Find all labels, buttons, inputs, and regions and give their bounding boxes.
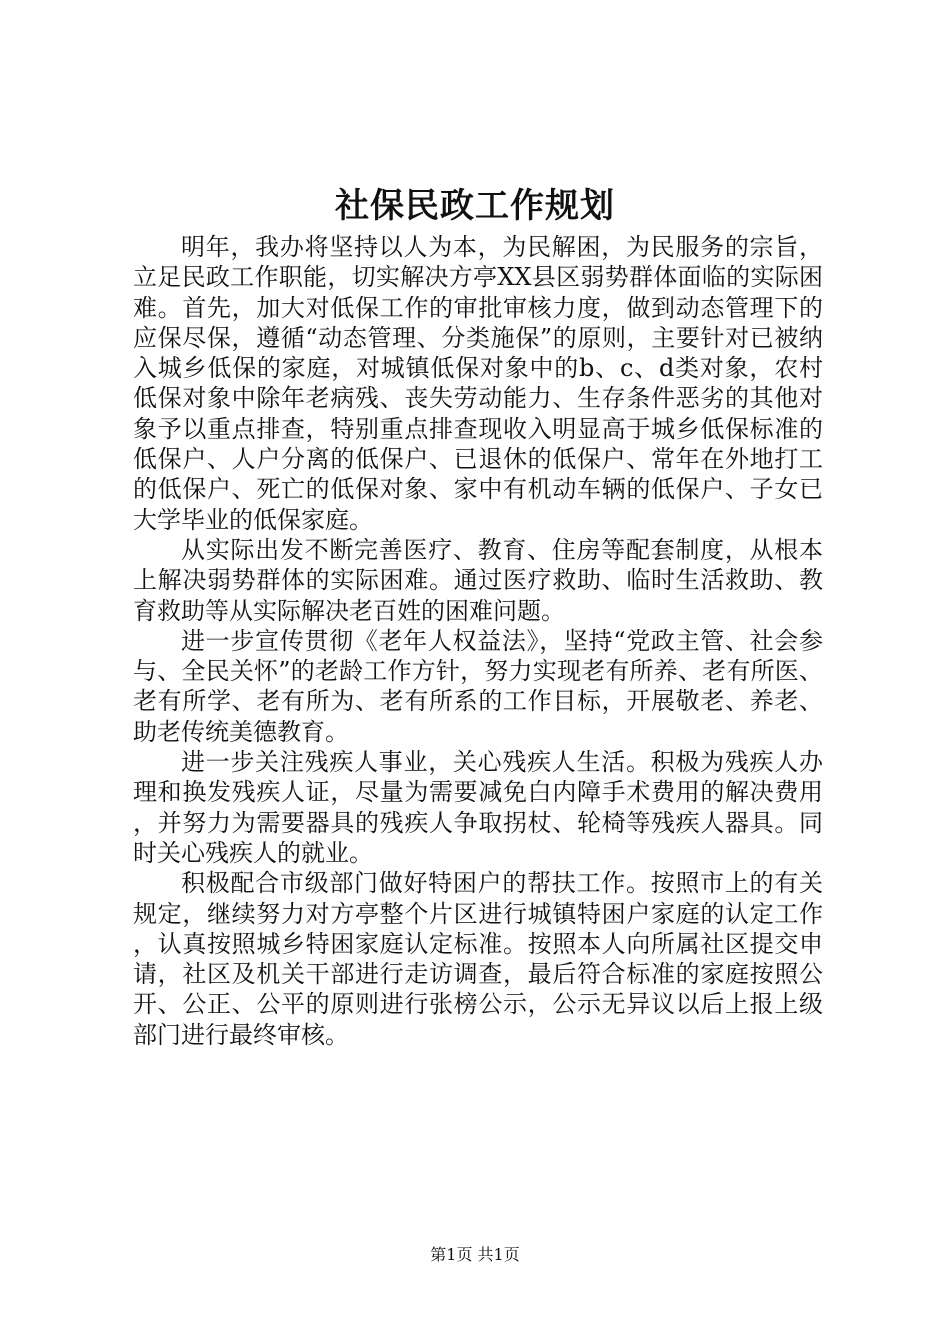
paragraph: 从实际出发不断完善医疗、教育、住房等配套制度，从根本上解决弱势群体的实际困难。通过医疗救助、临时生活救助、教育救助等从实际解决老百姓的困难问题。 [133, 535, 823, 625]
document-body [133, 232, 823, 1050]
paragraph: 进一步关注残疾人事业，关心残疾人生活。积极为残疾人办理和换发残疾人证，尽量为需要减免白内障手术费用的解决费用，并努力为需要器具的残疾人争取拐杖、轮椅等残疾人器具。同时关心残疾人的就业。 [133, 748, 823, 867]
paragraph: 明年，我办将坚持以人为本，为民解困，为民服务的宗旨，立足民政工作职能，切实解决方亭XX县区弱势群体面临的实际困难。首先，加大对低保工作的审批审核力度，做到动态管理下的应保尽保，遵循“动态管理、分类施保”的原则，主要针对已被纳入城乡低保的家庭，对城镇低保对象中的b、c、d类对象，农村低保对象中除年老病残、丧失劳动能力、生存条件恶劣的其他对象予以重点排查，特别重点排查现收入明显高于城乡低保标准的低保户、人户分离的低保户、已退休的低保户、常年在外地打工的低保户、死亡的低保对象、家中有机动车辆的低保户、子女已大学毕业的低保家庭。 [133, 233, 823, 534]
document-title: 社保民政工作规划 [335, 186, 615, 226]
paragraph: 积极配合市级部门做好特困户的帮扶工作。按照市上的有关规定，继续努力对方亭整个片区进行城镇特困户家庭的认定工作，认真按照城乡特困家庭认定标准。按照本人向所属社区提交申请，社区及机关干部进行走访调查，最后符合标准的家庭按照公开、公正、公平的原则进行张榜公示，公示无异议以后上报上级部门进行最终审核。 [133, 869, 823, 1049]
paragraph: 进一步宣传贯彻《老年人权益法》，坚持“党政主管、社会参与、全民关怀”的老龄工作方针，努力实现老有所养、老有所医、老有所学、老有所为、老有所系的工作目标，开展敬老、养老、助老传统美德教育。 [133, 626, 823, 746]
page-footer: 第1页 共1页 [430, 1245, 520, 1264]
